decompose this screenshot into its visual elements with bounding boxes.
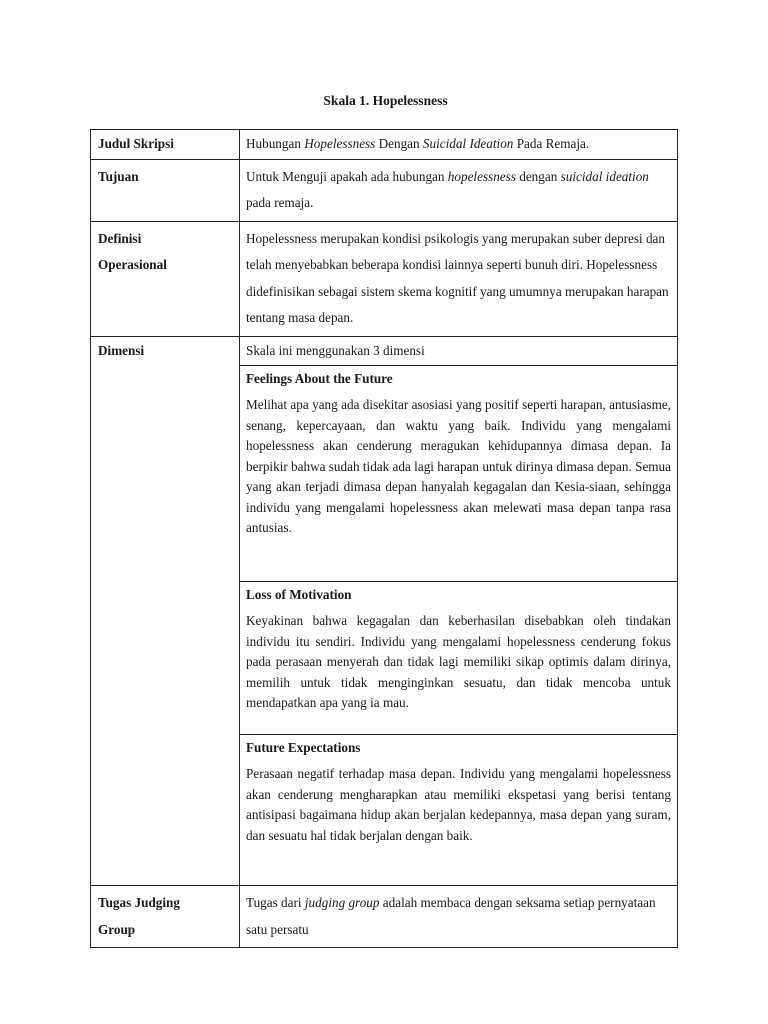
row-dimensi [91,336,678,366]
dimension-section [240,366,678,582]
label-line: Group [98,921,136,937]
dimension-body: Melihat apa yang ada disekitar asosiasi yang positif seperti harapan, antusiasme, senang, kepercayaan, dan waktu yang baik. Individu yang mengalami hopelessness akan cenderung meragukan kehidupannya dimasa depan. Ia berpikir bahwa sudah tidak ada lagi harapan untuk dirinya dimasa depan. Semua yang akan terjadi dimasa depan hanyalah kegagalan dan Kesia-siaan, sehingga individu yang mengalami hopelessness akan melewati masa depan tanpa rasa antusias. [246,397,671,535]
text-segment: Hubungan [246,136,305,151]
text-segment: adalah membaca dengan seksama setiap pernyataan satu persatu [246,895,656,937]
dimension-section [240,735,678,886]
italic-term: hopelessness [447,168,516,184]
text-segment: Pada Remaja. [513,136,590,151]
label-dimensi: Dimensi [91,336,240,886]
text-segment: Untuk Menguji apakah ada hubungan [246,168,448,184]
label-line: Definisi [98,230,142,246]
label-line: Tugas Judging [98,895,180,910]
label-tugas-judging-group [91,886,240,948]
text-segment: dengan [515,168,561,184]
italic-term: Suicidal Ideation [422,136,514,151]
italic-term: Hopelessness [304,136,376,151]
value-dimensi-intro: Skala ini menggunakan 3 dimensi [240,336,678,366]
label-tujuan: Tujuan [91,159,240,221]
dimension-title: Loss of Motivation [246,587,352,602]
text-segment: pada remaja. [246,195,314,210]
dimension-title: Future Expectations [246,740,361,755]
value-judul-skripsi [240,130,678,160]
label-judul-skripsi: Judul Skripsi [91,130,240,160]
row-tujuan [91,159,678,221]
row-tugas-judging-group [91,886,678,948]
row-definisi-operasional [91,221,678,336]
value-tujuan [240,159,678,221]
italic-term: suicidal ideation [560,168,649,184]
text-segment: Dengan [375,136,423,151]
row-judul-skripsi [91,130,678,160]
scale-table [90,129,678,948]
value-definisi-operasional: Hopelessness merupakan kondisi psikologis yang merupakan suber depresi dan telah menyebabkan beberapa kondisi lainnya seperti bunuh diri. Hopelessness didefinisikan sebagai sistem skema kognitif yang umumnya merupakan harapan tentang masa depan. [240,221,678,336]
text-segment: Tugas dari [246,895,305,910]
label-line: Operasional [98,257,167,272]
dimension-body: Perasaan negatif terhadap masa depan. Individu yang mengalami hopelessness akan cenderung mengharapkan atau memiliki ekspetasi yang berisi tentang antisipasi bagaimana hidup akan berjalan kedepannya, masa depan yang suram, dan sesuatu hal tidak berjalan dengan baik. [246,766,671,843]
dimension-title: Feelings About the Future [246,371,393,386]
italic-term: judging group [304,895,380,910]
dimension-section [240,582,678,735]
label-definisi-operasional [91,221,240,336]
value-tugas-judging-group [240,886,678,948]
dimension-body: Keyakinan bahwa kegagalan dan keberhasilan disebabkan oleh tindakan individu itu sendiri. Individu yang mengalami hopelessness cenderung fokus pada perasaan menyerah dan tidak lagi memiliki sikap optimis dalam dirinya, memilih untuk tidak menginginkan sesuatu, dan tidak mencoba untuk mendapatkan apa yang ia mau. [246,613,671,710]
page-title: Skala 1. Hopelessness [323,93,448,108]
